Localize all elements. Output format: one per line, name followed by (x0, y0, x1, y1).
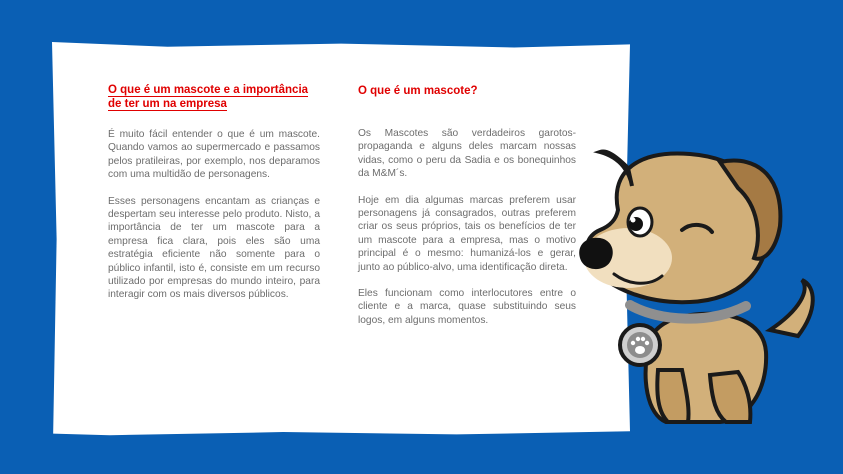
left-heading: O que é um mascote e a importância de ter um na empresa (108, 84, 309, 110)
dog-collar (630, 305, 746, 319)
right-paragraph-1: Os Mascotes são verdadeiros garotos-propaganda e alguns deles marcam nossas vidas, como o peru da Sadia e os bonequinhos da M&M´s. (358, 128, 576, 180)
right-paragraph-2: Hoje em dia algumas marcas preferem usar personagens já consagrados, outras preferem criar os seus próprios, tais os benefícios de ter um mascote para a empresa, mas o motivo principal é o mesmo: humanizá-los e gerar, junto ao público-alvo, uma identificação direta. (358, 194, 576, 273)
left-paragraph-1: É muito fácil entender o que é um mascote. Quando vamos ao supermercado e passamos pelos pratileiras, por exemplo, nos deparamos com uma multidão de personagens. (108, 129, 320, 181)
right-heading: O que é um mascote? (358, 85, 478, 97)
left-paragraph-2: Esses personagens encantam as crianças e despertam seu interesse pelo produto. Nisto, a importância de ter um mascote para a empresa fica clara, pois eles são uma estratégia eficiente não somente para o público infantil, isto é, consiste em um recurso utilizado por empresas do mundo inteiro, para interagir com os mais diversos públicos. (108, 195, 320, 301)
dog-leg-front (657, 370, 688, 422)
dog-tail (770, 280, 813, 336)
left-column (108, 83, 320, 315)
right-paragraph-3: Eles funcionam como interlocutores entre o cliente e a marca, quase substituindo seus logos, em alguns momentos. (358, 288, 576, 326)
dog-nose (579, 238, 613, 269)
right-column (358, 83, 576, 340)
dog-mascot-icon (570, 140, 830, 440)
